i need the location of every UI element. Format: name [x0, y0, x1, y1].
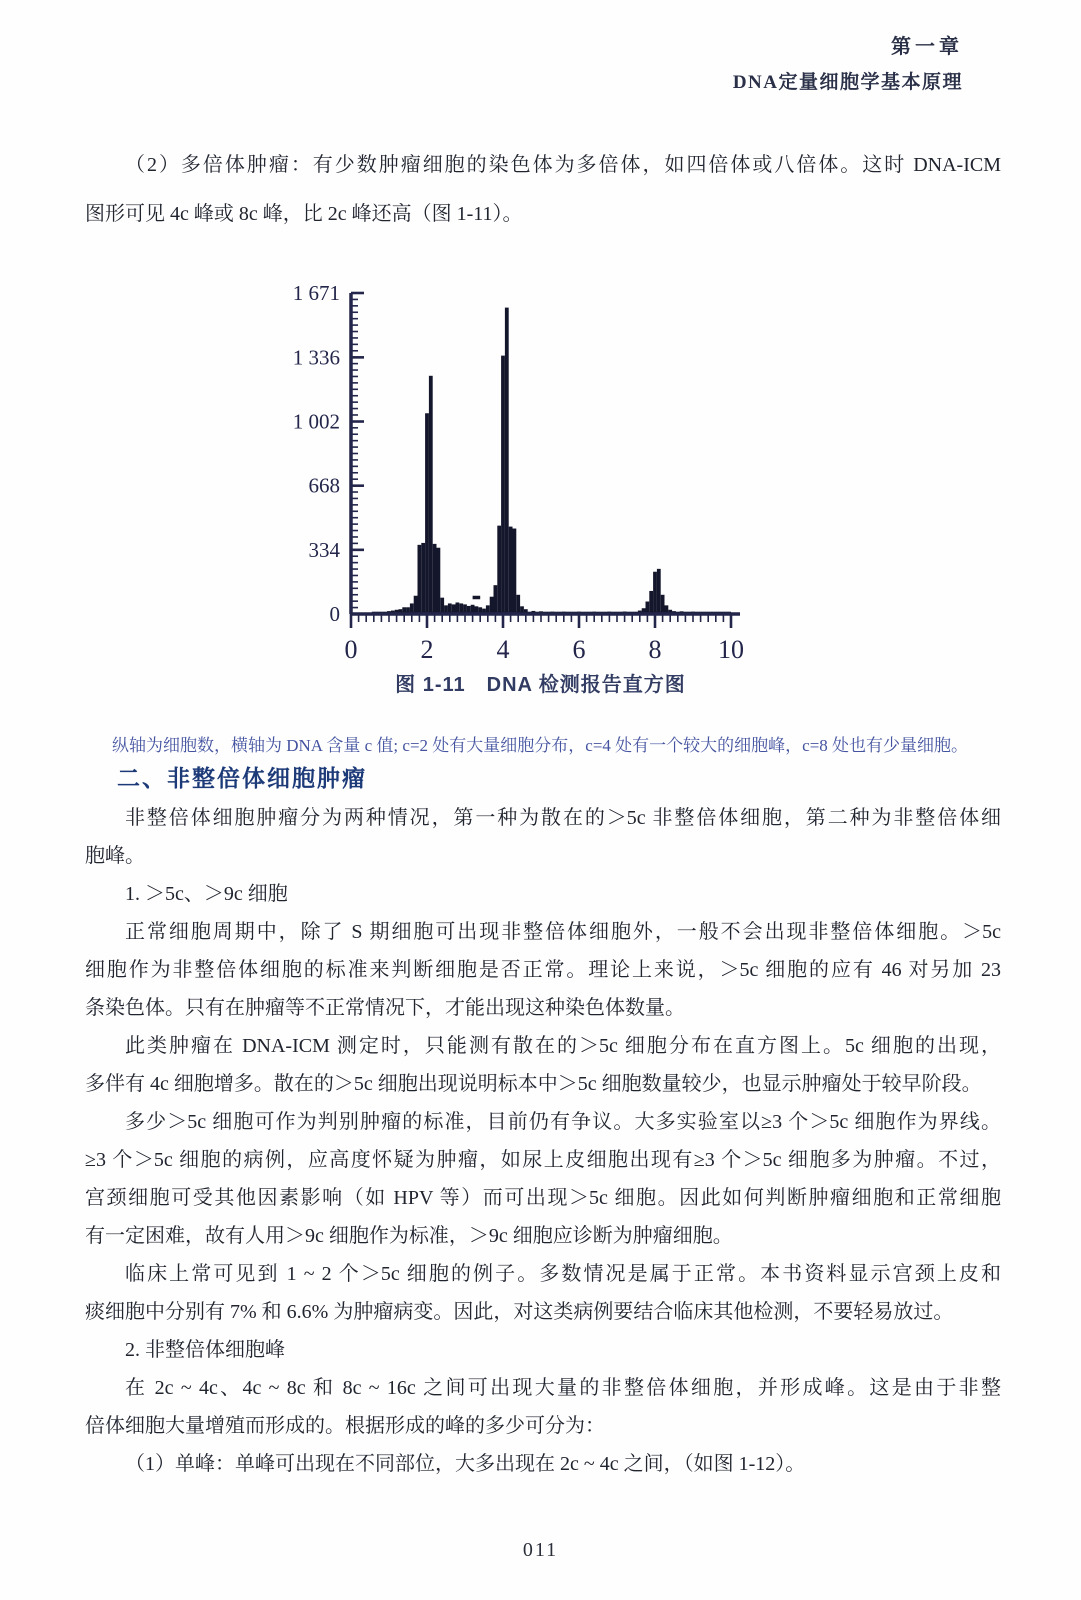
figure-note: 纵轴为细胞数，横轴为 DNA 含量 c 值; c=2 处有大量细胞分布，c=4 处有一个较大的细胞峰，c=8 处也有少量细胞。: [112, 736, 969, 755]
text-line: ≥3 个＞5c 细胞的病例，应高度怀疑为肿瘤，如尿上皮细胞出现有≥3 个＞5c 细胞多为肿瘤。不过，: [85, 1149, 1001, 1171]
section-heading: 二、非整倍体细胞肿瘤: [117, 766, 367, 791]
svg-text:1 002: 1 002: [292, 409, 340, 434]
text-line: 多少＞5c 细胞可作为判别肿瘤的标准，目前仍有争议。大多实验室以≥3 个＞5c 细胞作为界线。: [125, 1111, 1001, 1133]
text-line: 正常细胞周期中，除了 S 期细胞可出现非整倍体细胞外，一般不会出现非整倍体细胞。＞5c: [125, 921, 1001, 943]
chapter-label: 第一章: [891, 36, 963, 58]
text-line: 此类肿瘤在 DNA-ICM 测定时，只能测有散在的＞5c 细胞分布在直方图上。5c 细胞的出现，: [125, 1035, 1001, 1057]
page-number: 011: [522, 1539, 559, 1561]
page-header: [733, 30, 963, 94]
text-line: 胞峰。: [85, 845, 145, 867]
body-text: [85, 799, 1001, 1483]
dna-histogram-chart: [255, 263, 785, 663]
text-line: 在 2c ~ 4c、4c ~ 8c 和 8c ~ 16c 之间可出现大量的非整倍体细胞，并形成峰。这是由于非整: [125, 1377, 1001, 1399]
chapter-title: DNA定量细胞学基本原理: [732, 72, 963, 93]
svg-text:1 671: 1 671: [292, 281, 340, 305]
text-line: 1. ＞5c、＞9c 细胞: [125, 883, 288, 905]
svg-text:10: 10: [718, 635, 744, 663]
text-line: （2）多倍体肿瘤：有少数肿瘤细胞的染色体为多倍体，如四倍体或八倍体。这时 DNA-ICM: [125, 154, 1001, 176]
text-line: （1）单峰：单峰可出现在不同部位，大多出现在 2c ~ 4c 之间，（如图 1-12）。: [125, 1453, 806, 1475]
svg-text:0: 0: [329, 602, 340, 626]
text-line: 有一定困难，故有人用＞9c 细胞作为标准，＞9c 细胞应诊断为肿瘤细胞。: [85, 1225, 733, 1247]
figure-caption: 图 1-11 DNA 检测报告直方图: [395, 674, 686, 696]
intro-paragraph: [85, 141, 1001, 239]
svg-text:668: 668: [308, 473, 340, 498]
text-line: 临床上常可见到 1 ~ 2 个＞5c 细胞的例子。多数情况是属于正常。本书资料显示宫颈上皮和: [125, 1263, 1001, 1285]
svg-text:2: 2: [420, 635, 434, 663]
text-line: 细胞作为非整倍体细胞的标准来判断细胞是否正常。理论上来说，＞5c 细胞的应有 46 对另加 23: [85, 959, 1001, 981]
text-line: 倍体细胞大量增殖而形成的。根据形成的峰的多少可分为：: [85, 1415, 605, 1437]
text-line: 非整倍体细胞肿瘤分为两种情况，第一种为散在的＞5c 非整倍体细胞，第二种为非整倍体细: [125, 807, 1001, 829]
svg-text:8: 8: [648, 635, 662, 663]
text-line: 图形可见 4c 峰或 8c 峰，比 2c 峰还高（图 1-11）。: [85, 203, 523, 225]
text-line: 痰细胞中分别有 7% 和 6.6% 为肿瘤病变。因此，对这类病例要结合临床其他检测，不要轻易放过。: [85, 1301, 954, 1323]
text-line: 条染色体。只有在肿瘤等不正常情况下，才能出现这种染色体数量。: [85, 997, 685, 1019]
svg-text:0: 0: [344, 635, 358, 663]
text-line: 宫颈细胞可受其他因素影响（如 HPV 等）而可出现＞5c 细胞。因此如何判断肿瘤细胞和正常细胞: [85, 1187, 1001, 1209]
text-line: 2. 非整倍体细胞峰: [125, 1339, 285, 1361]
dna-histogram-figure: [255, 263, 785, 663]
svg-text:4: 4: [496, 635, 510, 663]
svg-text:334: 334: [308, 537, 340, 562]
svg-text:1 336: 1 336: [292, 345, 340, 370]
svg-text:6: 6: [572, 635, 586, 663]
text-line: 多伴有 4c 细胞增多。散在的＞5c 细胞出现说明标本中＞5c 细胞数量较少，也显示肿瘤处于较早阶段。: [85, 1073, 982, 1095]
